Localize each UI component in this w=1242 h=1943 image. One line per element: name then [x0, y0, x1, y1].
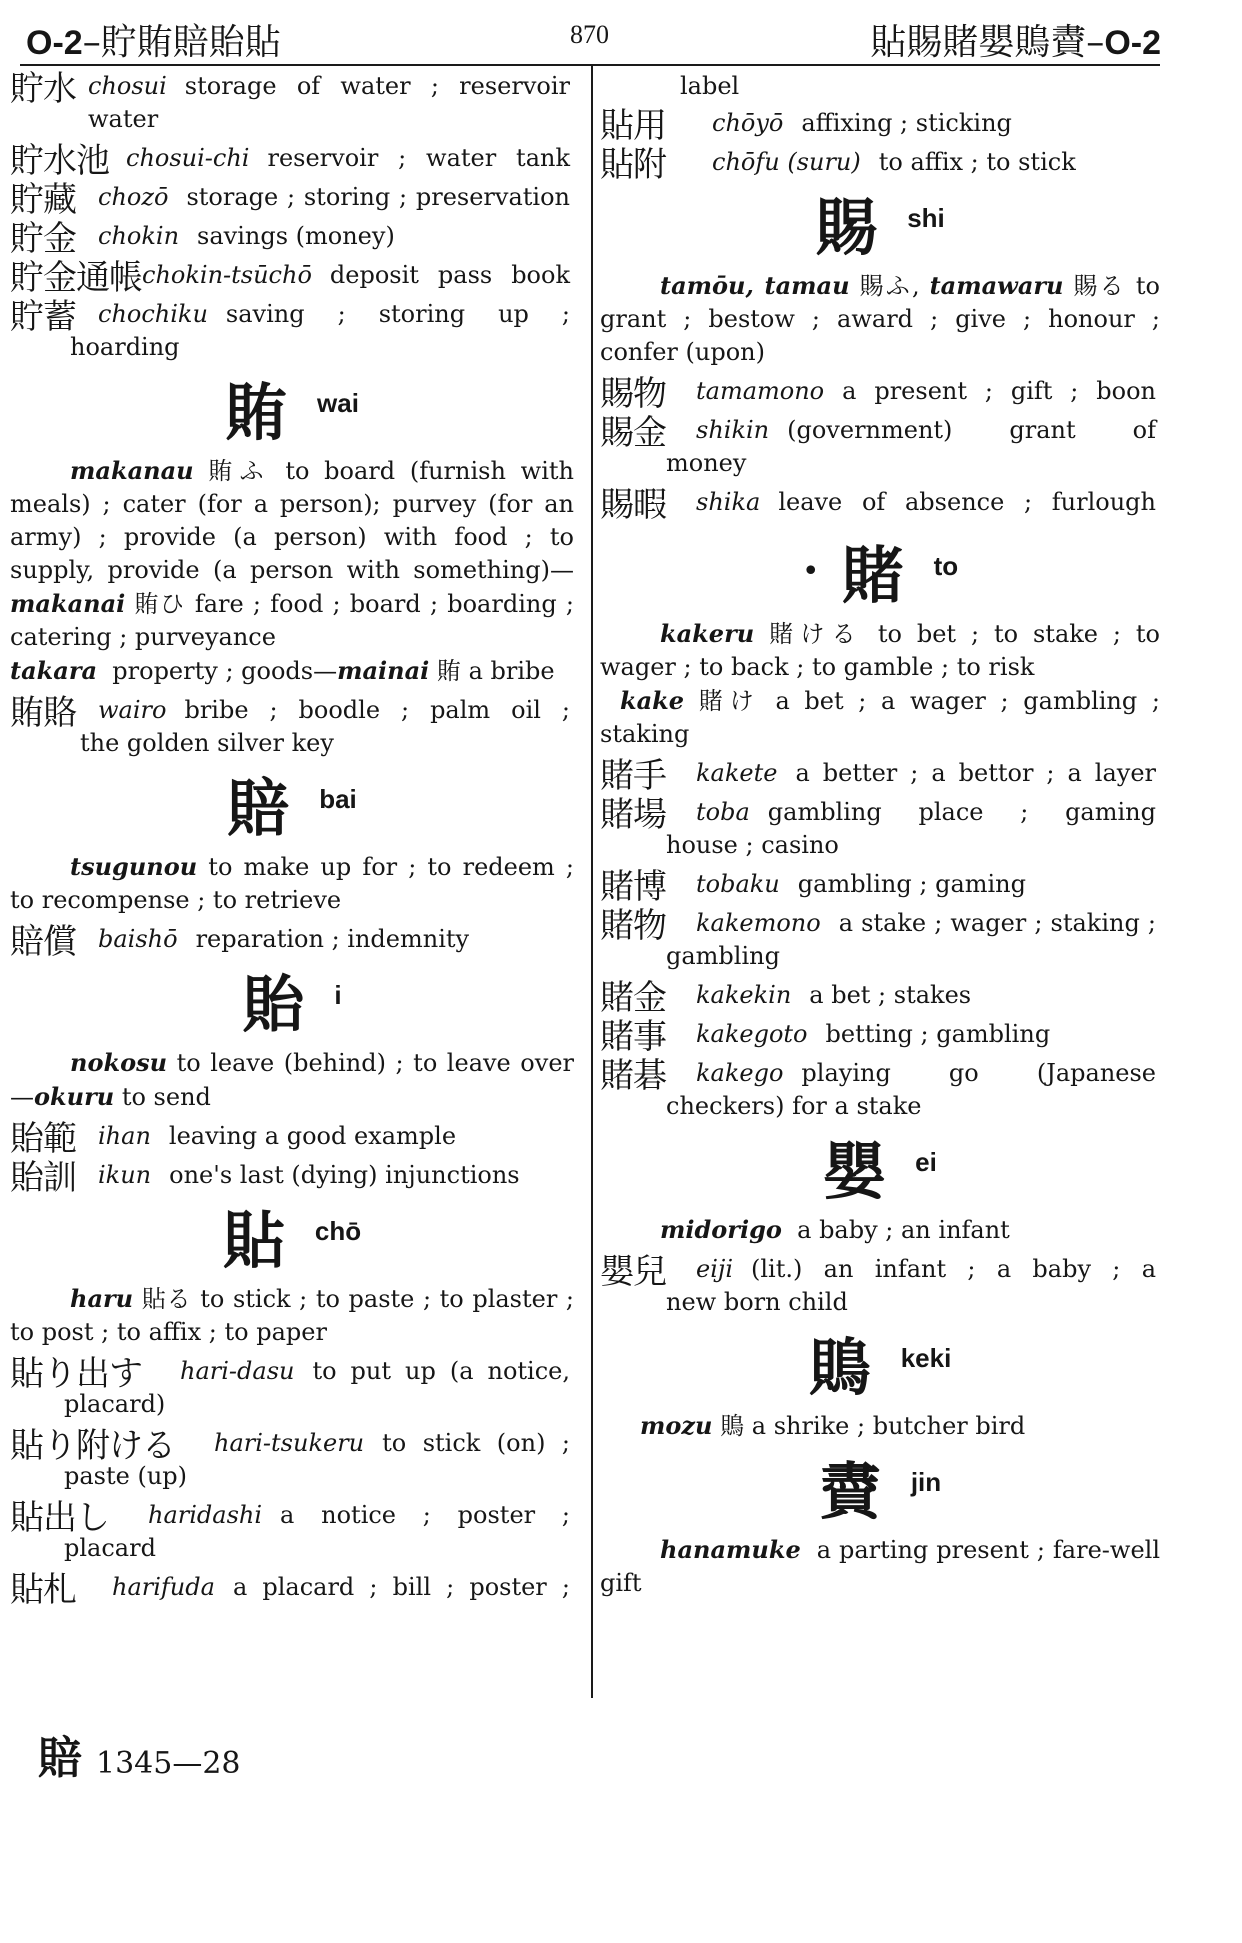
entry-headword: 賄賂 [10, 693, 76, 733]
kun-reading-block [600, 1213, 1160, 1247]
entry-continuation: house ; casino [666, 831, 839, 859]
entry-continuation: placard [64, 1534, 156, 1562]
entry-romaji: chōyō [712, 109, 784, 137]
kanji-heading-char: 嬰 [823, 1135, 886, 1208]
kun-reading: tsugunou [70, 852, 198, 881]
kanji-heading-char: 貽 [242, 968, 305, 1041]
header-rule [20, 64, 1160, 66]
entry-romaji: ikun [98, 1161, 152, 1189]
entry-definition: a present ; gift ; boon [842, 377, 1156, 405]
kun-definition: to make up for ; to redeem ; to recompense ; to retrieve [10, 853, 574, 914]
entry-definition: affixing ; sticking [801, 109, 1012, 137]
entry-continuation: paste (up) [64, 1462, 188, 1490]
entry-continuation: the golden silver key [80, 729, 334, 757]
entry-text [10, 1120, 574, 1153]
entry-headword: 賜暇 [600, 485, 666, 525]
kun-reading: makanai [10, 589, 126, 618]
entry-romaji: harifuda [112, 1573, 215, 1601]
entry-definition: betting ; gambling [825, 1020, 1051, 1048]
entry-definition: leave of absence ; furlough [778, 488, 1156, 516]
entry-text [10, 694, 574, 727]
entry-romaji: tamamono [696, 377, 825, 405]
kun-kanji: 賜る [1073, 272, 1126, 300]
entry [10, 180, 574, 220]
entry-headword: 貼出し [10, 1498, 109, 1538]
kun-kanji: 賭ける [769, 620, 863, 648]
entry-text [10, 220, 574, 253]
entry [600, 1017, 1160, 1057]
entry [10, 1570, 574, 1610]
entry-headword: 賭事 [600, 1017, 666, 1057]
entry-romaji: chosui [88, 72, 167, 100]
entry-definition: (government) grant of [787, 416, 1156, 444]
kun-kanji: 貼る [141, 1285, 192, 1313]
kanji-heading [10, 378, 574, 448]
kun-definition: a parting present ; fare-well gift [600, 1536, 1160, 1597]
kun-definition: a bet ; a wager ; gambling ; staking [600, 687, 1160, 748]
entry [10, 1355, 574, 1421]
entry-definition: to stick (on) ; [382, 1429, 570, 1457]
entry [10, 1499, 574, 1565]
entry-definition: storage ; storing ; preservation [186, 183, 570, 211]
kanji-heading-reading: ei [915, 1147, 937, 1177]
entry-text [600, 979, 1160, 1012]
entry-definition: one's last (dying) injunctions [169, 1161, 520, 1189]
entry-romaji: toba [696, 798, 750, 826]
kun-reading: kake [620, 686, 685, 715]
entry-romaji: hari-dasu [180, 1357, 295, 1385]
header-right [870, 14, 1161, 65]
kun-reading: takara [10, 656, 98, 685]
entry-romaji: kakemono [696, 909, 821, 937]
kun-reading-block [10, 1046, 574, 1114]
entry-definition: a notice ; poster ; [280, 1501, 570, 1529]
kanji-heading [600, 541, 1160, 611]
entry-headword: 賭手 [600, 756, 666, 796]
entry-definition: gambling ; gaming [797, 870, 1026, 898]
kanji-heading-reading: to [933, 551, 959, 581]
kun-kanji: 賜ふ, [859, 272, 920, 300]
entry-romaji: chokin-tsūchō [142, 261, 312, 289]
entry-definition: gambling place ; gaming [767, 798, 1156, 826]
kun-reading: kakeru [660, 619, 755, 648]
entry-romaji: chosui-chi [126, 144, 250, 172]
kanji-heading-reading: chō [314, 1216, 362, 1246]
entry-definition: leaving a good example [168, 1122, 457, 1150]
entry [10, 1119, 574, 1159]
continued-text: label [680, 72, 740, 100]
entry-definition: playing go (Japanese [801, 1059, 1156, 1087]
entry-romaji: shikin [696, 416, 770, 444]
entry-continuation: gambling [666, 942, 780, 970]
entry-headword: 貼用 [600, 106, 666, 146]
entry [10, 298, 574, 364]
entry-headword: 貯蓄 [10, 297, 76, 337]
kanji-heading [600, 1137, 1160, 1207]
kanji-heading [10, 970, 574, 1040]
entry [600, 414, 1160, 480]
header-left-kanji: –貯賄賠貽貼 [82, 22, 281, 63]
entry-headword: 賭碁 [600, 1056, 666, 1096]
entry [10, 1158, 574, 1198]
entry-text [10, 181, 574, 214]
entry [10, 70, 574, 136]
kanji-heading-char: 賄 [225, 376, 288, 449]
entry-text [600, 907, 1160, 940]
kun-reading-block [600, 269, 1160, 369]
entry-headword: 賭物 [600, 906, 666, 946]
entry-romaji: kakete [696, 759, 778, 787]
entry-continuation: water [88, 105, 159, 133]
entry-continuation: hoarding [70, 333, 180, 361]
right-column [600, 70, 1160, 1606]
entry-headword: 貼附 [600, 145, 666, 185]
entry-romaji: ihan [98, 1122, 151, 1150]
kanji-heading-reading: jin [910, 1467, 942, 1497]
kun-definition: a baby ; an infant [797, 1216, 1010, 1244]
kanji-heading-char: 賜 [815, 191, 878, 264]
kun-reading: okuru [34, 1082, 115, 1111]
kun-definition: a shrike ; butcher bird [751, 1412, 1026, 1440]
entry-romaji: wairo [98, 696, 167, 724]
entry-text [600, 1253, 1160, 1286]
entry-romaji: chokin [98, 222, 180, 250]
entry [600, 145, 1160, 185]
left-column [10, 70, 574, 1610]
entry-definition: reservoir ; water tank [267, 144, 570, 172]
entry [600, 756, 1160, 796]
entry-text [10, 298, 574, 331]
header-left [26, 14, 281, 65]
entry [600, 867, 1160, 907]
kun-reading: makanau [70, 456, 194, 485]
kanji-heading-char: 鵙 [808, 1331, 871, 1404]
kanji-heading [600, 193, 1160, 263]
kun-reading: nokosu [70, 1048, 168, 1077]
entry [10, 141, 574, 181]
entry-definition: a better ; a bettor ; a layer [795, 759, 1156, 787]
entry-continuation: money [666, 449, 747, 477]
kun-definition: fare ; food ; board ; boarding ; catering ; purveyance [10, 590, 574, 651]
header-right-code: O-2 [1104, 24, 1161, 62]
entry [600, 796, 1160, 862]
footer-kanji: 賠 [38, 1733, 82, 1784]
entry-continuation: placard) [64, 1390, 166, 1418]
entry-headword: 賠償 [10, 922, 76, 962]
entry-definition: saving ; storing up ; [225, 300, 570, 328]
entry-definition: reparation ; indemnity [195, 925, 470, 953]
kun-reading-block [10, 454, 574, 688]
kun-definition: to grant ; bestow ; award ; give ; honour ; confer (upon) [600, 272, 1160, 366]
entry-text [600, 1018, 1160, 1051]
entry-definition: storage of water ; reservoir [184, 72, 570, 100]
entry-definition: to put up (a notice, [312, 1357, 570, 1385]
entry-text [600, 757, 1160, 790]
kun-reading-block [600, 1533, 1160, 1600]
kun-definition: to board (furnish with meals) ; cater (for a person); purvey (for an army) ; provide (a person) with food ; to supply, provide (a person with something)— [10, 457, 574, 584]
footer-reference: 1345—28 [96, 1746, 241, 1781]
entry-headword: 貯水 [10, 69, 76, 109]
entry-text [600, 107, 1160, 140]
entry-headword: 嬰兒 [600, 1252, 666, 1292]
entry-headword: 賭金 [600, 978, 666, 1018]
kun-kanji: 賄ふ [208, 457, 271, 485]
entry-definition: a placard ; bill ; poster ; [232, 1573, 570, 1601]
kun-reading: tamōu, tamau [660, 271, 850, 300]
entry-headword: 貼り附ける [10, 1426, 175, 1466]
entry [600, 374, 1160, 414]
kun-definition: to leave (behind) ; to leave over— [10, 1049, 574, 1111]
entry-headword: 貯藏 [10, 180, 76, 220]
entry-romaji: kakegoto [696, 1020, 808, 1048]
kanji-heading-reading: wai [317, 388, 359, 418]
entry-text [600, 146, 1160, 179]
entry-romaji: chozō [98, 183, 169, 211]
entry-definition: savings (money) [197, 222, 395, 250]
entry [10, 1427, 574, 1493]
entry-definition: a bet ; stakes [809, 981, 972, 1009]
entry-definition: to affix ; to stick [878, 148, 1076, 176]
entry-text [600, 414, 1160, 447]
kun-reading-block [10, 850, 574, 917]
column-divider [591, 66, 593, 1698]
header-right-kanji: 貼賜賭嬰鵙賮– [870, 22, 1105, 63]
kanji-heading [10, 1206, 574, 1276]
kun-definition: to send [121, 1083, 211, 1111]
entry-headword: 賭博 [600, 867, 666, 907]
entry-headword: 貯金通帳 [10, 258, 142, 298]
kun-kanji: 鵙 [720, 1412, 745, 1440]
entry [600, 978, 1160, 1018]
entry-text [10, 1571, 574, 1604]
entry-text [600, 1057, 1160, 1090]
kun-reading: hanamuke [660, 1535, 801, 1564]
entry-headword: 賜物 [600, 374, 666, 414]
kun-reading: mozu [640, 1411, 713, 1440]
entry-headword: 貯水池 [10, 141, 109, 181]
kun-reading-block [600, 1409, 1160, 1443]
entry-romaji: hari-tsukeru [214, 1429, 365, 1457]
entry-headword: 貽範 [10, 1119, 76, 1159]
entry-headword: 賜金 [600, 413, 666, 453]
entry-headword: 貯金 [10, 219, 76, 259]
kanji-heading [10, 774, 574, 844]
entry-definition: a stake ; wager ; staking ; [838, 909, 1156, 937]
entry-continuation: new born child [666, 1288, 848, 1316]
kun-definition: a bribe [468, 657, 555, 685]
entry-text [600, 868, 1160, 901]
entry [600, 106, 1160, 146]
entry-romaji: chochiku [98, 300, 208, 328]
entry [600, 1057, 1160, 1123]
kanji-heading-char: 賭 [841, 539, 904, 612]
kun-definition: to stick ; to paste ; to plaster ; to post ; to affix ; to paper [10, 1285, 575, 1346]
kun-reading: tamawaru [929, 271, 1064, 300]
entry-romaji: baishō [98, 925, 178, 953]
entry-text [600, 375, 1160, 408]
entry-headword: 賭場 [600, 795, 666, 835]
kanji-heading-reading: shi [907, 203, 945, 233]
entry-continuation: checkers) for a stake [666, 1092, 922, 1120]
kanji-heading-char: 賠 [227, 772, 290, 845]
mark-dot: • [801, 554, 820, 589]
kanji-heading-reading: keki [900, 1343, 952, 1373]
entry-romaji: eiji [696, 1255, 733, 1283]
page-footer [38, 1722, 241, 1786]
kanji-heading [600, 1457, 1160, 1527]
kun-definition: to bet ; to stake ; to wager ; to back ; to gamble ; to risk [600, 620, 1160, 681]
kun-reading-block [600, 617, 1160, 751]
entry-definition: (lit.) an infant ; a baby ; a [751, 1255, 1156, 1283]
entry-text [10, 923, 574, 956]
entry [600, 485, 1160, 525]
entry [600, 907, 1160, 973]
entry-text [600, 796, 1160, 829]
entry-text [600, 486, 1160, 519]
kun-kanji: 賄ひ [134, 590, 186, 618]
kanji-heading-char: 貼 [222, 1204, 285, 1277]
page-number: 870 [570, 20, 609, 49]
kun-kanji: 賭け [698, 687, 761, 715]
kanji-heading-char: 賮 [818, 1455, 881, 1528]
entry-romaji: kakekin [696, 981, 792, 1009]
kun-reading: mainai [337, 656, 430, 685]
entry-text [10, 1159, 574, 1192]
entry-romaji: shika [696, 488, 761, 516]
kun-reading: midorigo [660, 1215, 782, 1244]
entry-headword: 貼札 [10, 1570, 76, 1610]
kanji-heading-reading: bai [319, 784, 357, 814]
entry-romaji: tobaku [696, 870, 780, 898]
entry-headword: 貽訓 [10, 1158, 76, 1198]
kun-reading: haru [70, 1284, 134, 1313]
entry-definition: deposit pass book [329, 261, 570, 289]
kun-kanji: 賄 [436, 657, 461, 685]
header-left-code: O-2 [26, 24, 83, 62]
entry-romaji: chōfu (suru) [712, 148, 861, 176]
entry-headword: 貼り出す [10, 1354, 142, 1394]
entry [10, 219, 574, 259]
kanji-heading [600, 1333, 1160, 1403]
page-header [26, 14, 1161, 64]
entry-text [10, 70, 574, 103]
kun-reading-block [10, 1282, 574, 1349]
entry-definition: bribe ; boodle ; palm oil ; [184, 696, 570, 724]
entry-romaji: haridashi [148, 1501, 263, 1529]
entry [10, 694, 574, 760]
kanji-heading-reading: i [334, 980, 342, 1010]
entry [10, 922, 574, 962]
entry-romaji: kakego [696, 1059, 784, 1087]
entry [600, 1253, 1160, 1319]
kun-definition: property ; goods— [112, 657, 338, 685]
entry [10, 258, 574, 298]
